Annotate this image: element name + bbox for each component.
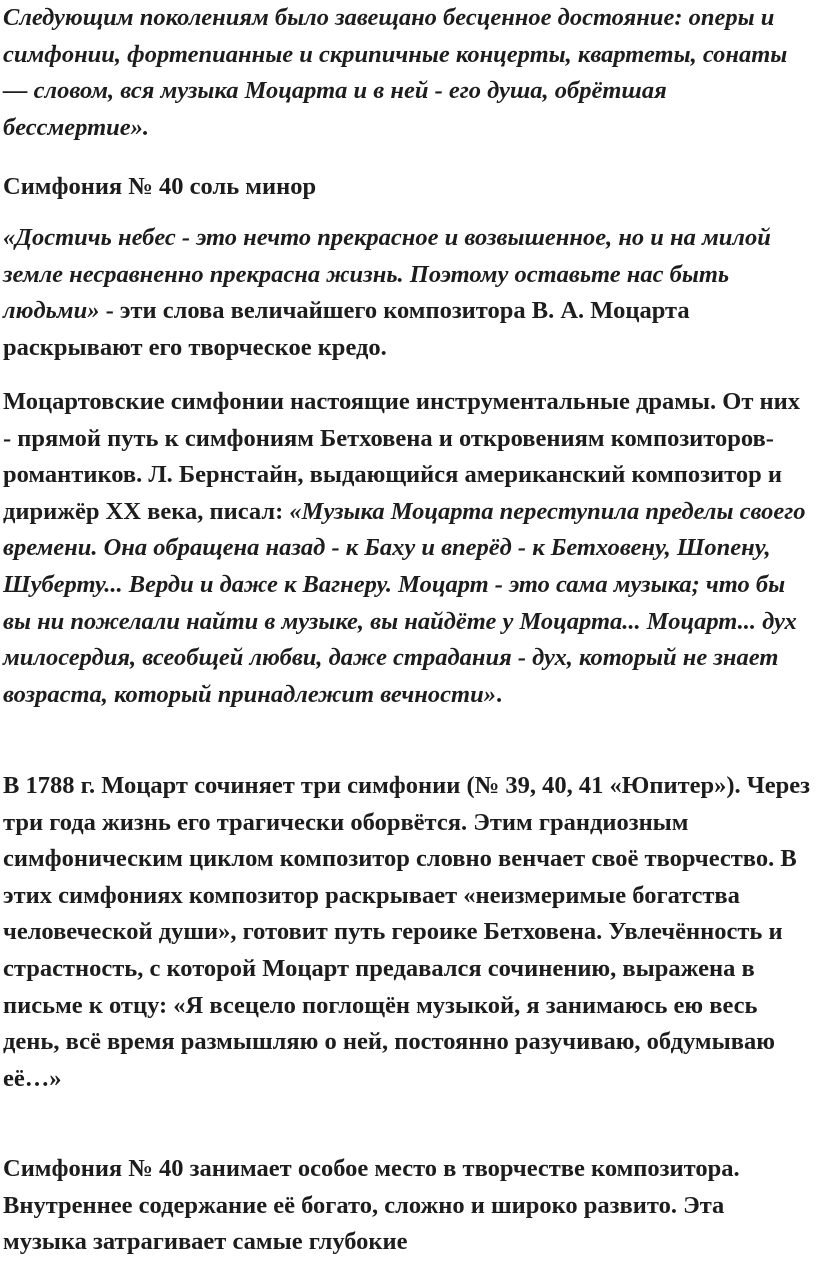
symphonies-text: Моцартовские симфонии настоящие инструментальные драмы. От них - прямой путь к симфониям Бетховена и откровениям композиторов-романтиков. Л. Бернстайн, выдающийся американский композитор и дирижёр XX века, писал:	[3, 388, 800, 525]
symphonies-paragraph	[3, 384, 812, 713]
symphonies-end: .	[495, 680, 503, 708]
bernstein-quote: «Музыка Моцарта переступила пределы своего времени. Она обращена назад - к Баху и вперёд - к Бетховену, Шопену, Шуберту... Верди и даже к Вагнеру. Моцарт - это сама музыка; что бы вы ни пожелали найти в музыке, вы найдёте у Моцарта... Моцарт... дух милосердия, всеобщей любви, даже страдания - дух, который не знает возраста, который принадлежит вечности»	[3, 497, 806, 708]
paragraph-1788: В 1788 г. Моцарт сочиняет три симфонии (№ 39, 40, 41 «Юпитер»). Через три года жизнь его трагически оборвётся. Этим грандиозным симфоническим циклом композитор словно венчает своё творчество. В этих симфониях композитор раскрывает «неизмеримые богатства человеческой души», готовит путь героике Бетховена. Увлечённость и страстность, с которой Моцарт предавался сочинению, выражена в письме к отцу: «Я всецело поглощён музыкой, я занимаюсь ею весь день, всё время размышляю о ней, постоянно разучиваю, обдумываю её…»	[3, 772, 810, 1092]
epigraph-quote: «Достичь небес - это нечто прекрасное и возвышенное, но и на милой земле несравненно прекрасна жизнь. Поэтому оставьте нас быть людьми»	[3, 224, 771, 325]
epigraph-paragraph	[3, 220, 812, 366]
intro-quote-paragraph: Следующим поколениям было завещано бесценное достояние: оперы и симфонии, фортепианные и скрипичные концерты, квартеты, сонаты — словом, вся музыка Моцарта и в ней - его душа, обрётшая бессмертие».	[3, 4, 788, 141]
paragraph-symphony-40: Симфония № 40 занимает особое место в творчестве композитора. Внутреннее содержание её богато, сложно и широко развито. Эта музыка затрагивает самые глубокие	[3, 1155, 740, 1256]
section-title: Симфония № 40 соль минор	[3, 173, 317, 200]
epigraph-attribution: - эти слова величайшего композитора В. А. Моцарта раскрывают его творческое кредо.	[3, 297, 690, 361]
